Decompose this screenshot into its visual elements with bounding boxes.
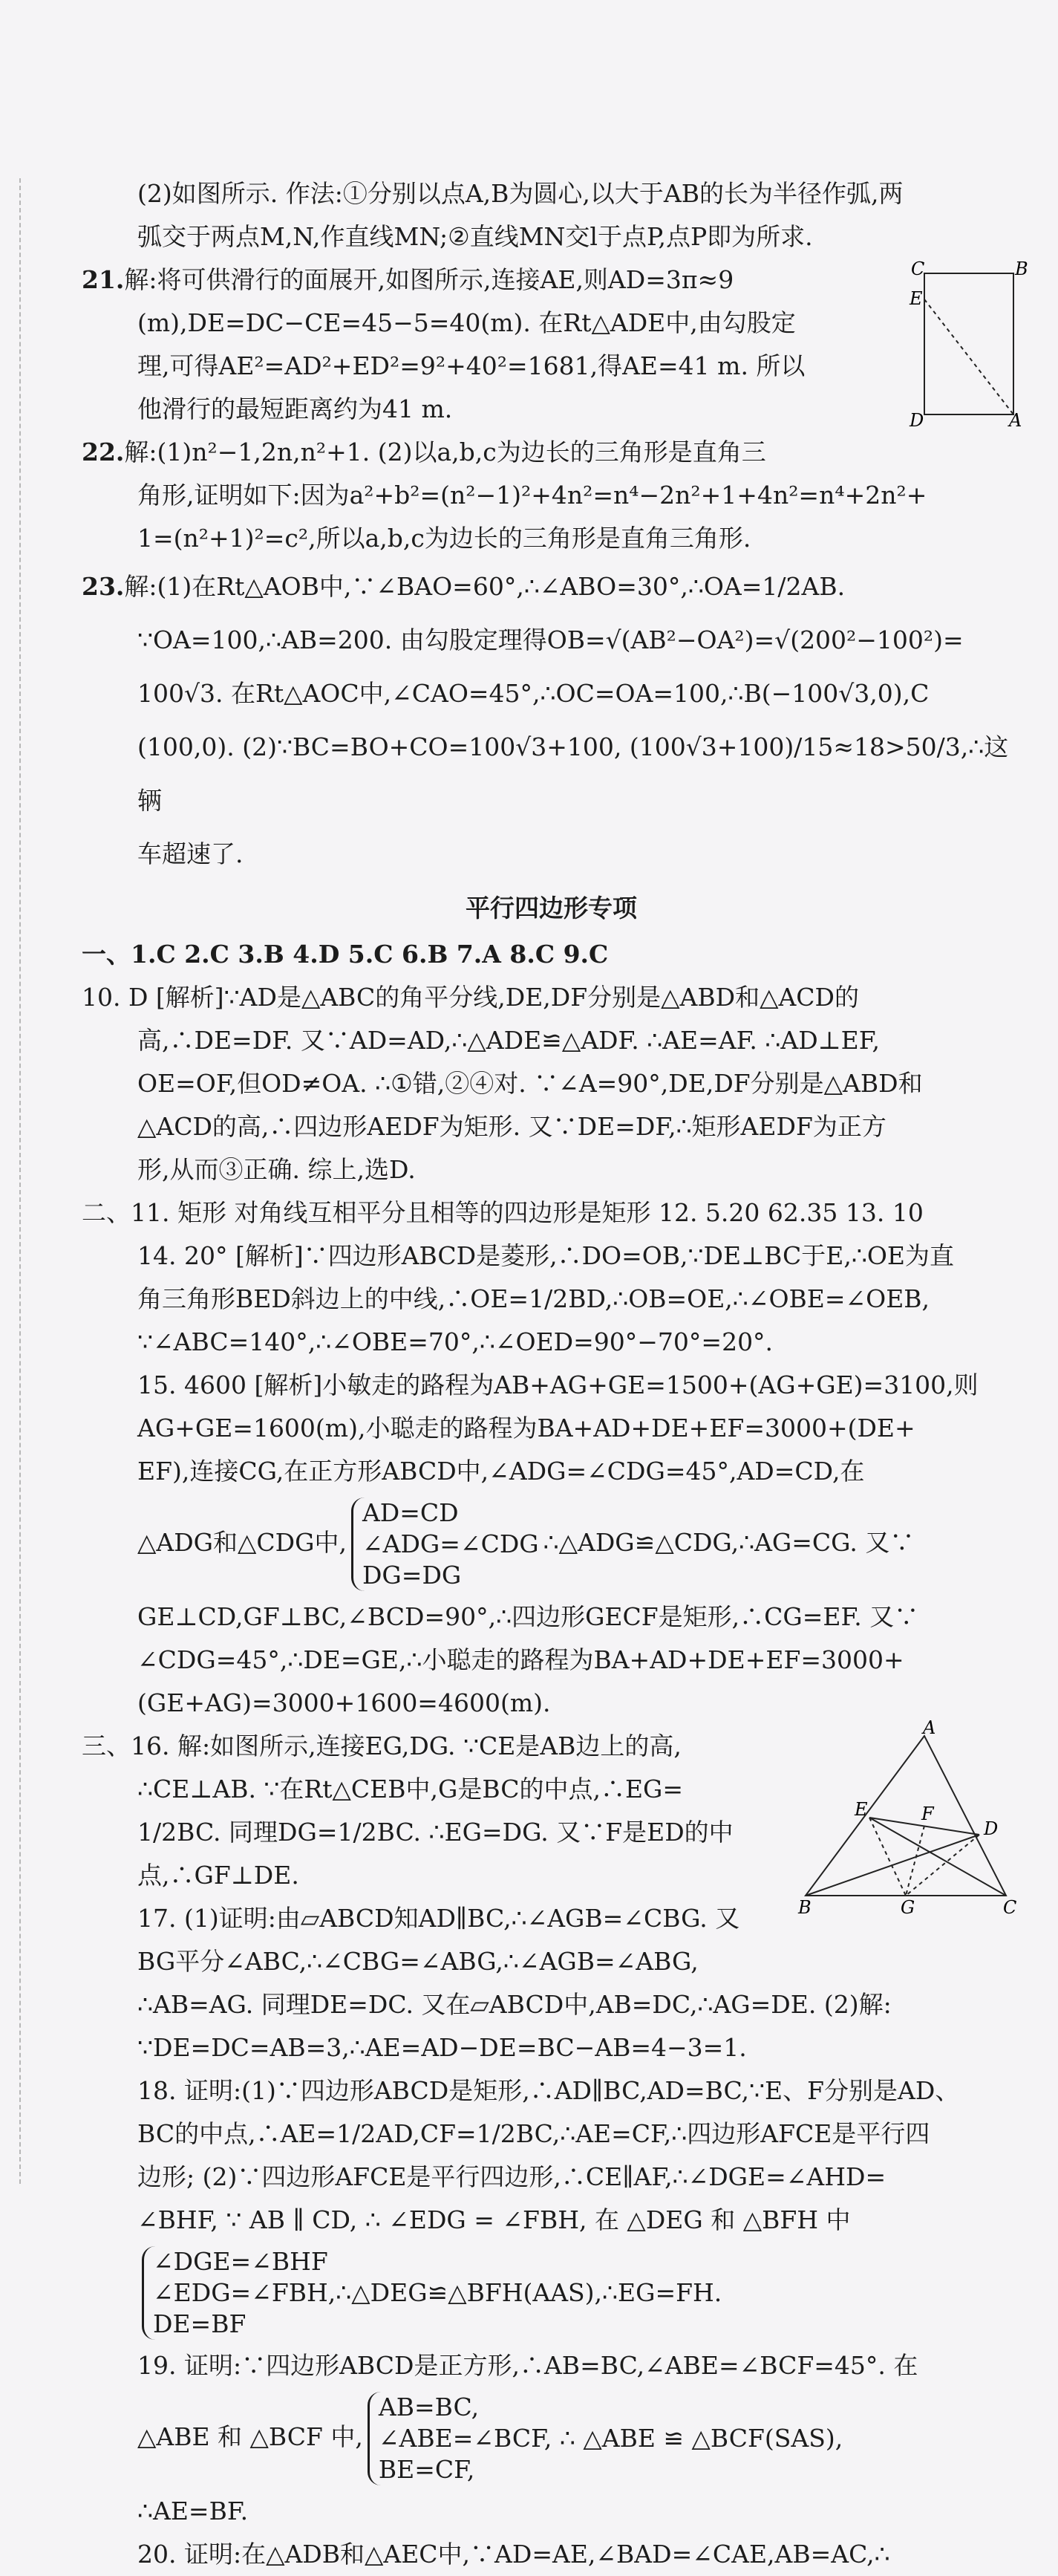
question-number: 22. [82,438,125,466]
text-line: 解:(1)在Rt△AOB中,∵∠BAO=60°,∴∠ABO=30°,∴OA=1/2AB. [124,572,846,601]
text-line: 解:将可供滑行的面展开,如图所示,连接AE,则AD=3π≈9 [124,265,734,294]
text-line: (100,0). (2)∵BC=BO+CO=100√3+100, (100√3+100)/15≈18>50/3,∴这辆 [137,732,1009,815]
figure-label: D [984,1818,999,1839]
system-row: DE=BF [153,2309,246,2338]
text-line: 高,∴DE=DF. 又∵AD=AD,∴△ADE≌△ADF. ∴AE=AF. ∴AD⊥EF, [137,1026,881,1055]
page-margin-rule [19,178,21,2184]
system-row: AB=BC, [378,2393,480,2421]
text-line: ∴AE=BF. [137,2497,249,2525]
text-line: 20. 证明:在△ADB和△AEC中,∵AD=AE,∠BAD=∠CAE,AB=AC,∴ [137,2540,890,2569]
system-row: ∠DGE=∠BHF [153,2247,328,2276]
text-line: 10. D [解析]∵AD是△ABC的角平分线,DE,DF分别是△ABD和△ACD的 [82,983,859,1012]
equation-system [142,2246,722,2340]
text-line: 角形,证明如下:因为a²+b²=(n²−1)²+4n²=n⁴−2n²+1+4n²=n⁴+2n²+ [137,481,927,510]
text-segment: △ADG和△CDG中, [137,1528,347,1557]
text-line: (2)如图所示. 作法:①分别以点A,B为圆心,以大于AB的长为半径作弧,两 [137,179,904,208]
text-line: ∴AB=AG. 同理DE=DC. 又在▱ABCD中,AB=DC,∴AG=DE. (2)解: [137,1990,892,2019]
figure-label: F [921,1803,934,1824]
text-line: 理,可得AE²=AD²+ED²=9²+40²=1681,得AE=41 m. 所以 [137,351,806,380]
text-line: ∴CE⊥AB. ∵在Rt△CEB中,G是BC的中点,∴EG= [137,1775,684,1803]
equation-system-line [82,1493,1021,1596]
text-line: 19. 证明:∵四边形ABCD是正方形,∴AB=BC,∠ABE=∠BCF=45°. 在 [137,2351,918,2380]
system-row: DG=DG [362,1561,462,1590]
figure-label: C [911,258,925,279]
equation-system [351,1497,539,1591]
figure-label: B [798,1897,812,1918]
text-line: AG+GE=1600(m),小聪走的路程为BA+AD+DE+EF=3000+(DE+ [137,1414,915,1443]
text-line: OE=OF,但OD≠OA. ∴①错,②④对. ∵∠A=90°,DE,DF分别是△ABD和 [137,1069,923,1098]
text-line: 一、1.C 2.C 3.B 4.D 5.C 6.B 7.A 8.C 9.C [82,940,609,969]
text-segment: ∴△ADG≌△CDG,∴AG=CG. 又∵ [543,1528,915,1557]
text-line: ∠CDG=45°,∴DE=GE,∴小聪走的路程为BA+AD+DE+EF=3000+ [137,1645,904,1674]
text-line: ∵∠ABC=140°,∴∠OBE=70°,∴∠OED=90°−70°=20°. [137,1327,774,1356]
figure-label: B [1015,258,1028,279]
text-line: 角三角形BED斜边上的中线,∴OE=1/2BD,∴OB=OE,∴∠OBE=∠OEB, [137,1284,930,1313]
text-line: GE⊥CD,GF⊥BC,∠BCD=90°,∴四边形GECF是矩形,∴CG=EF. 又∵ [137,1602,919,1631]
text-line: 1/2BC. 同理DG=1/2BC. ∴EG=DG. 又∵F是ED的中 [137,1818,734,1847]
text-line: EF),连接CG,在正方形ABCD中,∠ADG=∠CDG=45°,AD=CD,在 [137,1457,865,1486]
figure-label: A [1009,410,1022,431]
text-line: 解:(1)n²−1,2n,n²+1. (2)以a,b,c为边长的三角形是直角三 [124,438,766,466]
text-line: (m),DE=DC−CE=45−5=40(m). 在Rt△ADE中,由勾股定 [137,308,796,337]
figure-label: D [910,410,924,431]
text-line: 14. 20° [解析]∵四边形ABCD是菱形,∴DO=OB,∵DE⊥BC于E,∴OE为直 [137,1241,954,1270]
system-row: BE=CF, [378,2455,475,2484]
text-line: 边形; (2)∵四边形AFCE是平行四边形,∴CE∥AF,∴∠DGE=∠AHD= [137,2162,886,2191]
text-line: △ACD的高,∴四边形AEDF为矩形. 又∵DE=DF,∴矩形AEDF为正方 [137,1112,886,1141]
rectangle-figure [895,258,1028,431]
text-line: 弧交于两点M,N,作直线MN;②直线MN交l于点P,点P即为所求. [137,222,813,251]
text-line: BC的中点,∴AE=1/2AD,CF=1/2BC,∴AE=CF,∴四边形AFCE是平行四 [137,2119,930,2148]
text-line: 他滑行的最短距离约为41 m. [137,394,453,423]
question-21 [82,258,1028,431]
text-line: 18. 证明:(1)∵四边形ABCD是矩形,∴AD∥BC,AD=BC,∵E、F分别是AD、 [137,2076,960,2105]
text-line: 点,∴GF⊥DE. [137,1861,299,1890]
text-line: BG平分∠ABC,∴∠CBG=∠ABG,∴∠AGB=∠ABG, [137,1947,699,1976]
answer-page [82,172,1028,2576]
system-row: AD=CD [362,1498,459,1527]
section-title: 平行四边形专项 [466,894,637,923]
text-line: 17. (1)证明:由▱ABCD知AD∥BC,∴∠AGB=∠CBG. 又 [137,1904,740,1933]
equation-system [368,2392,843,2485]
system-row: ∠ADG=∠CDG [362,1529,539,1558]
figure-label: E [910,288,923,309]
text-line: ∠BHF, ∵ AB ∥ CD, ∴ ∠EDG = ∠FBH, 在 △DEG 和 △BFH 中 [137,2205,851,2234]
system-row: ∠ABE=∠BCF, ∴ △ABE ≌ △BCF(SAS), [378,2424,843,2453]
triangle-figure [798,1717,1021,1918]
figure-label: A [923,1717,936,1738]
question-number: 21. [82,265,125,294]
figure-label: E [855,1799,868,1820]
question-16 [82,1717,1021,1918]
system-row: ∠EDG=∠FBH,∴△DEG≌△BFH(AAS),∴EG=FH. [153,2278,722,2307]
text-line: ∵DE=DC=AB=3,∴AE=AD−DE=BC−AB=4−3=1. [137,2033,747,2062]
figure-label: C [1003,1897,1017,1918]
text-line: ∵OA=100,∴AB=200. 由勾股定理得OB=√(AB²−OA²)=√(200²−100²)= [137,625,964,654]
text-line: 二、11. 矩形 对角线互相平分且相等的四边形是矩形 12. 5.20 62.35 13. 10 [82,1198,924,1227]
figure-label: G [901,1897,915,1918]
text-line: 1=(n²+1)²=c²,所以a,b,c为边长的三角形是直角三角形. [137,524,751,553]
equation-system-line [82,2387,1021,2490]
text-line: 三、16. 解:如图所示,连接EG,DG. ∵CE是AB边上的高, [82,1731,682,1760]
text-line: 15. 4600 [解析]小敏走的路程为AB+AG+GE=1500+(AG+GE)=3100,则 [137,1370,979,1399]
text-line: (GE+AG)=3000+1600=4600(m). [137,1688,551,1717]
text-segment: △ABE 和 △BCF 中, [137,2422,363,2451]
text-line: 车超速了. [137,839,244,868]
text-line: 100√3. 在Rt△AOC中,∠CAO=45°,∴OC=OA=100,∴B(−100√3,0),C [137,679,930,708]
equation-system-line [82,2242,1021,2344]
text-line: 形,从而③正确. 综上,选D. [137,1155,416,1184]
question-number: 23. [82,572,125,601]
